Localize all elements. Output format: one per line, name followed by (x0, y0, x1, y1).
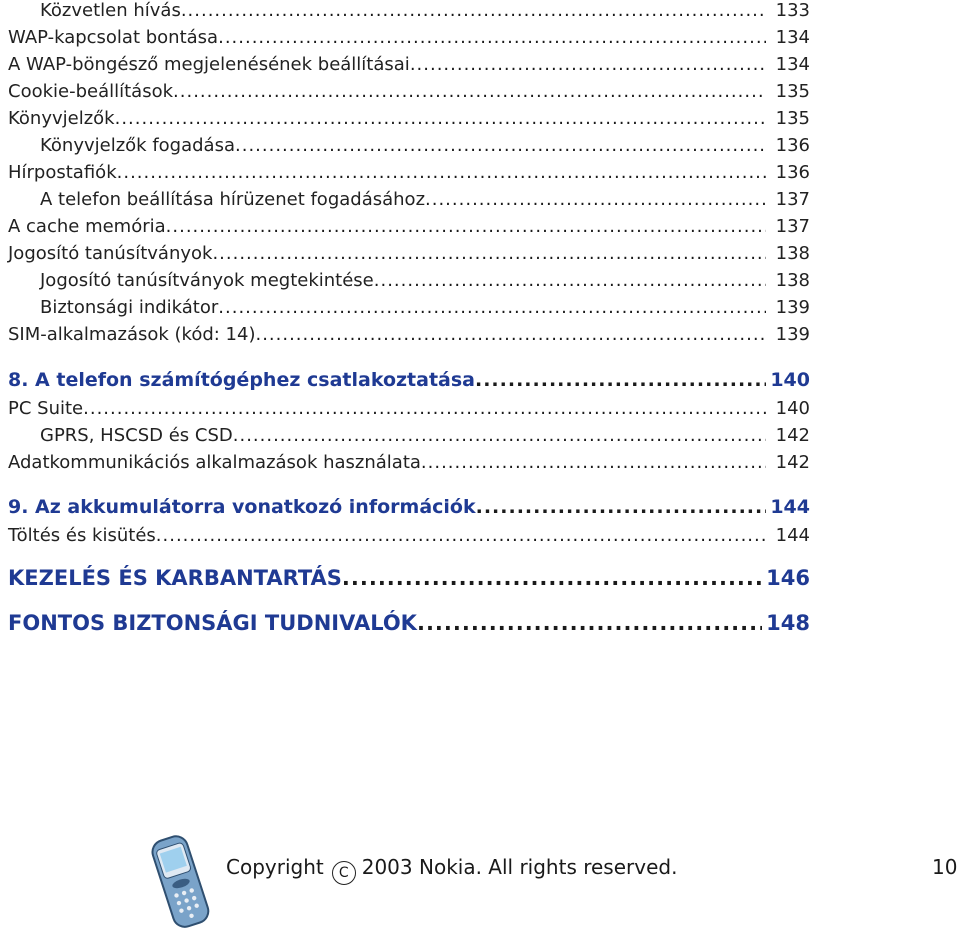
toc-entry[interactable] (0, 297, 810, 318)
toc-entry-label: Jogosító tanúsítványok megtekintése (40, 270, 374, 291)
toc-entry-page: 144 (775, 525, 810, 546)
toc-leader-dots (417, 611, 762, 635)
toc-entry-page: 135 (775, 81, 810, 102)
toc-entry-page: 135 (775, 108, 810, 129)
toc-entry[interactable] (0, 189, 810, 210)
toc-entry-label: Töltés és kisütés (8, 525, 156, 546)
toc-section-title: KEZELÉS ÉS KARBANTARTÁS (8, 566, 342, 590)
toc-entry-page: 138 (775, 270, 810, 291)
toc-leader-dots (212, 243, 766, 264)
toc-leader-dots (374, 270, 766, 291)
toc-entry[interactable] (0, 324, 810, 345)
toc-entry-label: A cache memória (8, 216, 166, 237)
toc-leader-dots (410, 54, 766, 75)
toc-chapter-page: 140 (770, 369, 810, 391)
toc-leader-dots (421, 452, 766, 473)
toc-entry[interactable] (0, 216, 810, 237)
toc-entry[interactable] (0, 243, 810, 264)
toc-chapter-page: 144 (770, 496, 810, 518)
toc-entry-page: 133 (775, 0, 810, 21)
page-footer (0, 820, 960, 920)
toc-entry-label: A WAP-böngésző megjelenésének beállításai (8, 54, 410, 75)
toc-entry[interactable] (0, 108, 810, 129)
page-number: 10 (932, 855, 958, 879)
toc-leader-dots (476, 496, 766, 518)
toc-entry-label: Jogosító tanúsítványok (8, 243, 213, 264)
toc-entry-label: Cookie-beállítások (8, 81, 174, 102)
toc-entry[interactable] (0, 162, 810, 183)
toc-leader-dots (425, 189, 766, 210)
toc-section-kezeles[interactable] (0, 566, 810, 590)
copyright-suffix: 2003 Nokia. All rights reserved. (361, 855, 678, 879)
toc-leader-dots (218, 297, 766, 318)
toc-entry-page: 139 (775, 297, 810, 318)
toc-entry-label: WAP-kapcsolat bontása (8, 27, 219, 48)
toc-section-biztonsag[interactable] (0, 611, 810, 635)
toc-entry-label: Könyvjelzők (8, 108, 115, 129)
toc-leader-dots (233, 425, 766, 446)
toc-section-page: 146 (766, 566, 810, 590)
toc-leader-dots (342, 566, 762, 590)
toc-section-page: 148 (766, 611, 810, 635)
toc-entry-page: 138 (775, 243, 810, 264)
toc-entry-page: 137 (775, 216, 810, 237)
toc-entry-page: 134 (775, 27, 810, 48)
toc-entry[interactable] (0, 398, 810, 419)
toc-leader-dots (218, 27, 766, 48)
toc-chapter-title: 8. A telefon számítógéphez csatlakoztatása (8, 369, 475, 391)
toc-entry-page: 136 (775, 162, 810, 183)
copyright-notice (226, 855, 677, 885)
toc-entry-page: 139 (775, 324, 810, 345)
nokia-phone-icon (142, 830, 222, 930)
toc-leader-dots (117, 162, 766, 183)
toc-entry-label: A telefon beállítása hírüzenet fogadásához (40, 189, 426, 210)
toc-entry-label: Hírpostafiók (8, 162, 117, 183)
toc-entry[interactable] (0, 270, 810, 291)
toc-leader-dots (475, 369, 766, 391)
toc-chapter-title: 9. Az akkumulátorra vonatkozó információk (8, 496, 476, 518)
toc-entry-page: 134 (775, 54, 810, 75)
toc-entry[interactable] (0, 135, 810, 156)
toc-entry-label: PC Suite (8, 398, 84, 419)
toc-entry-label: Adatkommunikációs alkalmazások használata (8, 452, 421, 473)
toc-entry-label: GPRS, HSCSD és CSD (40, 425, 233, 446)
toc-entry-page: 142 (775, 425, 810, 446)
toc-entry-page: 137 (775, 189, 810, 210)
toc-entry[interactable] (0, 525, 810, 546)
toc-leader-dots (173, 81, 766, 102)
toc-entry[interactable] (0, 54, 810, 75)
toc-entry[interactable] (0, 27, 810, 48)
toc-entry-label: Könyvjelzők fogadása (40, 135, 235, 156)
copyright-symbol: C (332, 861, 356, 885)
toc-entry[interactable] (0, 0, 810, 21)
copyright-prefix: Copyright (226, 855, 324, 879)
toc-leader-dots (166, 216, 766, 237)
toc-leader-dots (255, 324, 766, 345)
toc-entry[interactable] (0, 425, 810, 446)
toc-entry-page: 140 (775, 398, 810, 419)
toc-leader-dots (156, 525, 766, 546)
toc-leader-dots (181, 0, 766, 21)
toc-entry-page: 142 (775, 452, 810, 473)
toc-entry-label: SIM-alkalmazások (kód: 14) (8, 324, 256, 345)
toc-chapter-8[interactable] (0, 369, 810, 391)
toc-chapter-9[interactable] (0, 496, 810, 518)
nokia-phone-icon (142, 830, 222, 930)
toc-entry[interactable] (0, 81, 810, 102)
toc-leader-dots (115, 108, 766, 129)
toc-leader-dots (83, 398, 766, 419)
toc-entry-label: Közvetlen hívás (40, 0, 181, 21)
toc-section-title: FONTOS BIZTONSÁGI TUDNIVALÓK (8, 611, 417, 635)
toc-entry-page: 136 (775, 135, 810, 156)
toc-leader-dots (235, 135, 766, 156)
toc-entry-label: Biztonsági indikátor (40, 297, 219, 318)
toc-entry[interactable] (0, 452, 810, 473)
